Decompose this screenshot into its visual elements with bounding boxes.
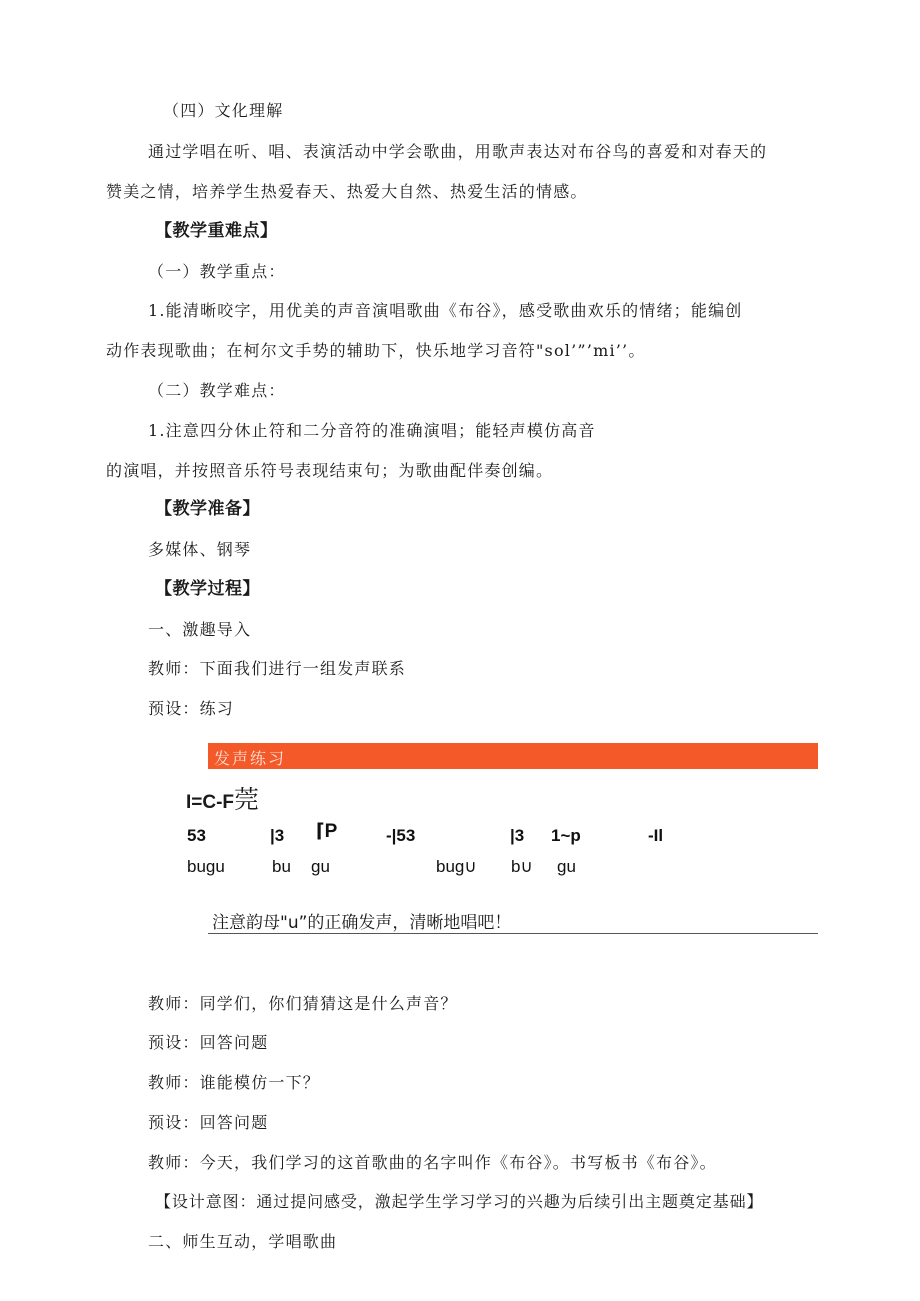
key-text: I=C-F xyxy=(186,792,235,813)
teacher-line-4: 教师：今天，我们学习的这首歌曲的名字叫作《布谷》。书写板书《布谷》。 xyxy=(148,1153,717,1172)
key-signature xyxy=(186,780,259,816)
focus-title: （一）教学重点： xyxy=(148,262,286,281)
banner-label: 发声练习 xyxy=(214,749,287,768)
vocal-practice-banner xyxy=(208,743,818,769)
score-lyric: b∪ xyxy=(511,857,533,876)
score-note: 1~p xyxy=(551,826,581,845)
score-lyric: gu xyxy=(557,857,576,876)
section4-title: （四）文化理解 xyxy=(163,101,284,120)
teacher-line-3: 教师：谁能模仿一下？ xyxy=(148,1073,321,1092)
preset-line-3: 预设：回答问题 xyxy=(148,1113,269,1132)
teacher-line-2: 教师：同学们，你们猜猜这是什么声音？ xyxy=(148,994,458,1013)
pronunciation-note: 注意韵母"u”的正确发声，清晰地唱吧！ xyxy=(212,913,512,933)
score-note: 53 xyxy=(187,826,206,845)
score-note: |3 xyxy=(270,826,285,845)
design-intent: 【设计意图：通过提问感受，激起学生学习学习的兴趣为后续引出主题奠定基础】 xyxy=(155,1192,764,1211)
preset-line-1: 预设：练习 xyxy=(148,699,235,718)
section4-paragraph-line1: 通过学唱在听、唱、表演活动中学会歌曲，用歌声表达对布谷鸟的喜爱和对春天的 xyxy=(148,142,768,161)
preset-line-2: 预设：回答问题 xyxy=(148,1033,269,1052)
prep-text: 多媒体、钢琴 xyxy=(148,540,252,559)
difficulty-paragraph-line2: 的演唱，并按照音乐符号表现结束句；为歌曲配伴奏创编。 xyxy=(106,461,554,480)
figure-underline xyxy=(208,933,818,934)
key-points-heading: 【教学重难点】 xyxy=(155,221,278,241)
difficulty-paragraph-line1: 1.注意四分休止符和二分音符的准确演唱；能轻声模仿高音 xyxy=(148,421,596,440)
section4-paragraph-line2: 赞美之情，培养学生热爱春天、热爱大自然、热爱生活的情感。 xyxy=(106,182,588,201)
focus-paragraph-line1: 1.能清晰咬字，用优美的声音演唱歌曲《布谷》，感受歌曲欢乐的情绪；能编创 xyxy=(148,301,743,320)
teacher-line-1: 教师：下面我们进行一组发声联系 xyxy=(148,659,407,678)
prep-heading: 【教学准备】 xyxy=(155,499,260,519)
focus-paragraph-line2: 动作表现歌曲；在柯尔文手势的辅助下，快乐地学习音符"sol’”’mi’’。 xyxy=(106,341,646,360)
score-lyric: gu xyxy=(311,857,330,876)
step1-title: 一、激趣导入 xyxy=(148,620,252,639)
score-note: -Il xyxy=(648,826,664,845)
difficulty-title: （二）教学难点： xyxy=(148,381,286,400)
score-lyric: bug∪ xyxy=(436,857,477,876)
step2-title: 二、师生互动，学唱歌曲 xyxy=(148,1232,338,1251)
key-glyph: 莞 xyxy=(234,785,260,814)
process-heading: 【教学过程】 xyxy=(155,579,260,599)
score-note: |3 xyxy=(510,826,525,845)
score-note: -|53 xyxy=(386,826,416,845)
score-lyric: bu xyxy=(272,857,291,876)
score-lyric: bugu xyxy=(187,857,225,876)
score-note: ⌈P xyxy=(316,821,338,842)
